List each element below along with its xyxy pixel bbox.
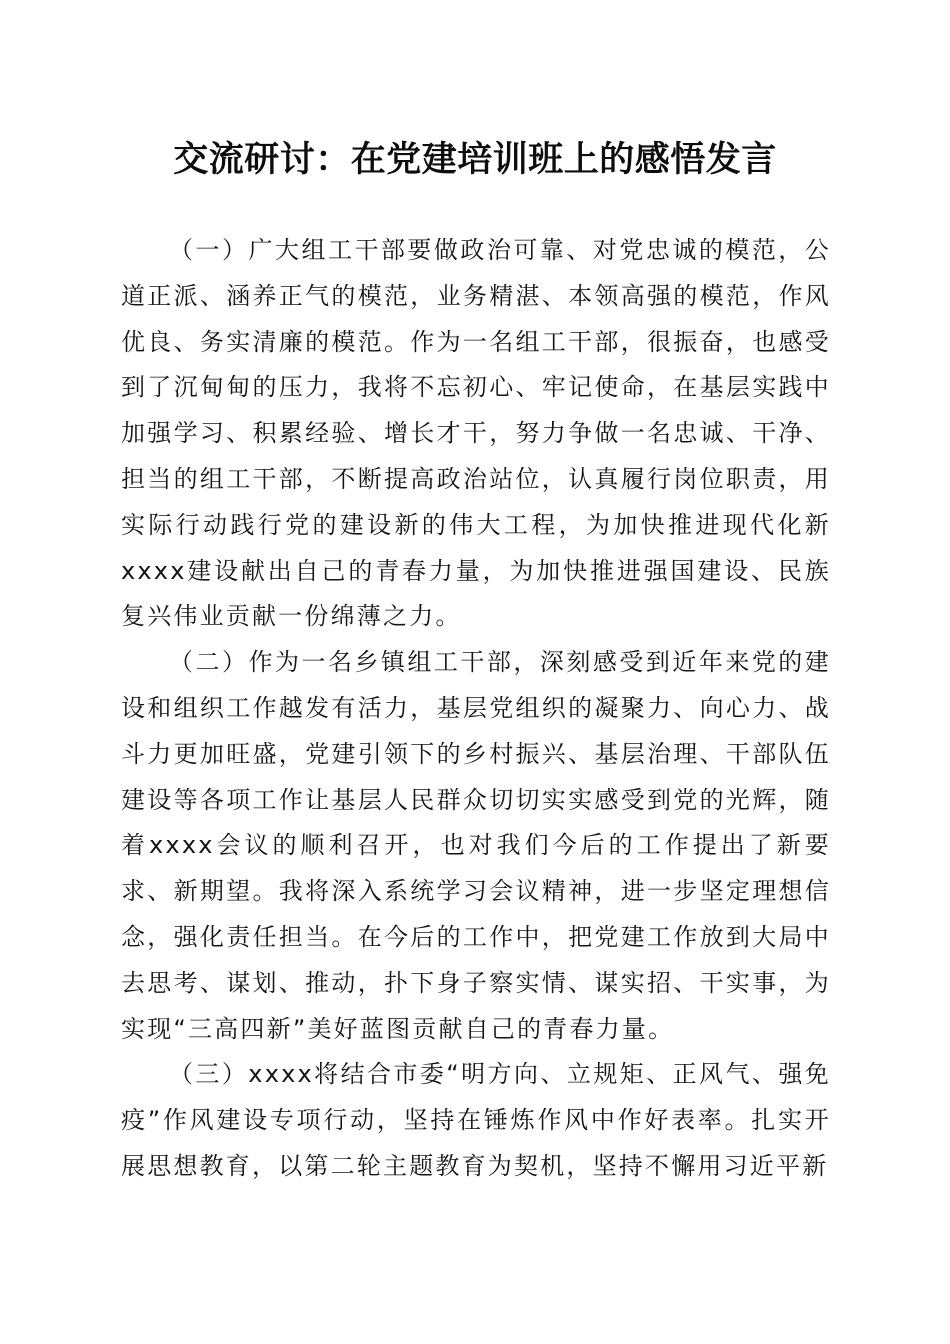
document-body: [121, 228, 831, 1190]
document-title: 交流研讨：在党建培训班上的感悟发言: [173, 139, 777, 180]
paragraph-3: （三）xxxx将结合市委“明方向、立规矩、正风气、强免疫”作风建设专项行动，坚持在锤炼作风中作好表率。扎实开展思想教育，以第二轮主题教育为契机，坚持不懈用习近平新: [121, 1060, 831, 1180]
paragraph-2: （二）作为一名乡镇组工干部，深刻感受到近年来党的建设和组织工作越发有活力，基层党组织的凝聚力、向心力、战斗力更加旺盛，党建引领下的乡村振兴、基层治理、干部队伍建设等各项工作让基层人民群众切切实实感受到党的光辉，随着xxxx会议的顺利召开，也对我们今后的工作提出了新要求、新期望。我将深入系统学习会议精神，进一步坚定理想信念，强化责任担当。在今后的工作中，把党建工作放到大局中去思考、谋划、推动，扑下身子察实情、谋实招、干实事，为实现“三高四新”美好蓝图贡献自己的青春力量。: [121, 648, 831, 1043]
paragraph-1: （一）广大组工干部要做政治可靠、对党忠诚的模范，公道正派、涵养正气的模范，业务精湛、本领高强的模范，作风优良、务实清廉的模范。作为一名组工干部，很振奋，也感受到了沉甸甸的压力，我将不忘初心、牢记使命，在基层实践中加强学习、积累经验、增长才干，努力争做一名忠诚、干净、担当的组工干部，不断提高政治站位，认真履行岗位职责，用实际行动践行党的建设新的伟大工程，为加快推进现代化新xxxx建设献出自己的青春力量，为加快推进强国建设、民族复兴伟业贡献一份绵薄之力。: [121, 236, 831, 631]
